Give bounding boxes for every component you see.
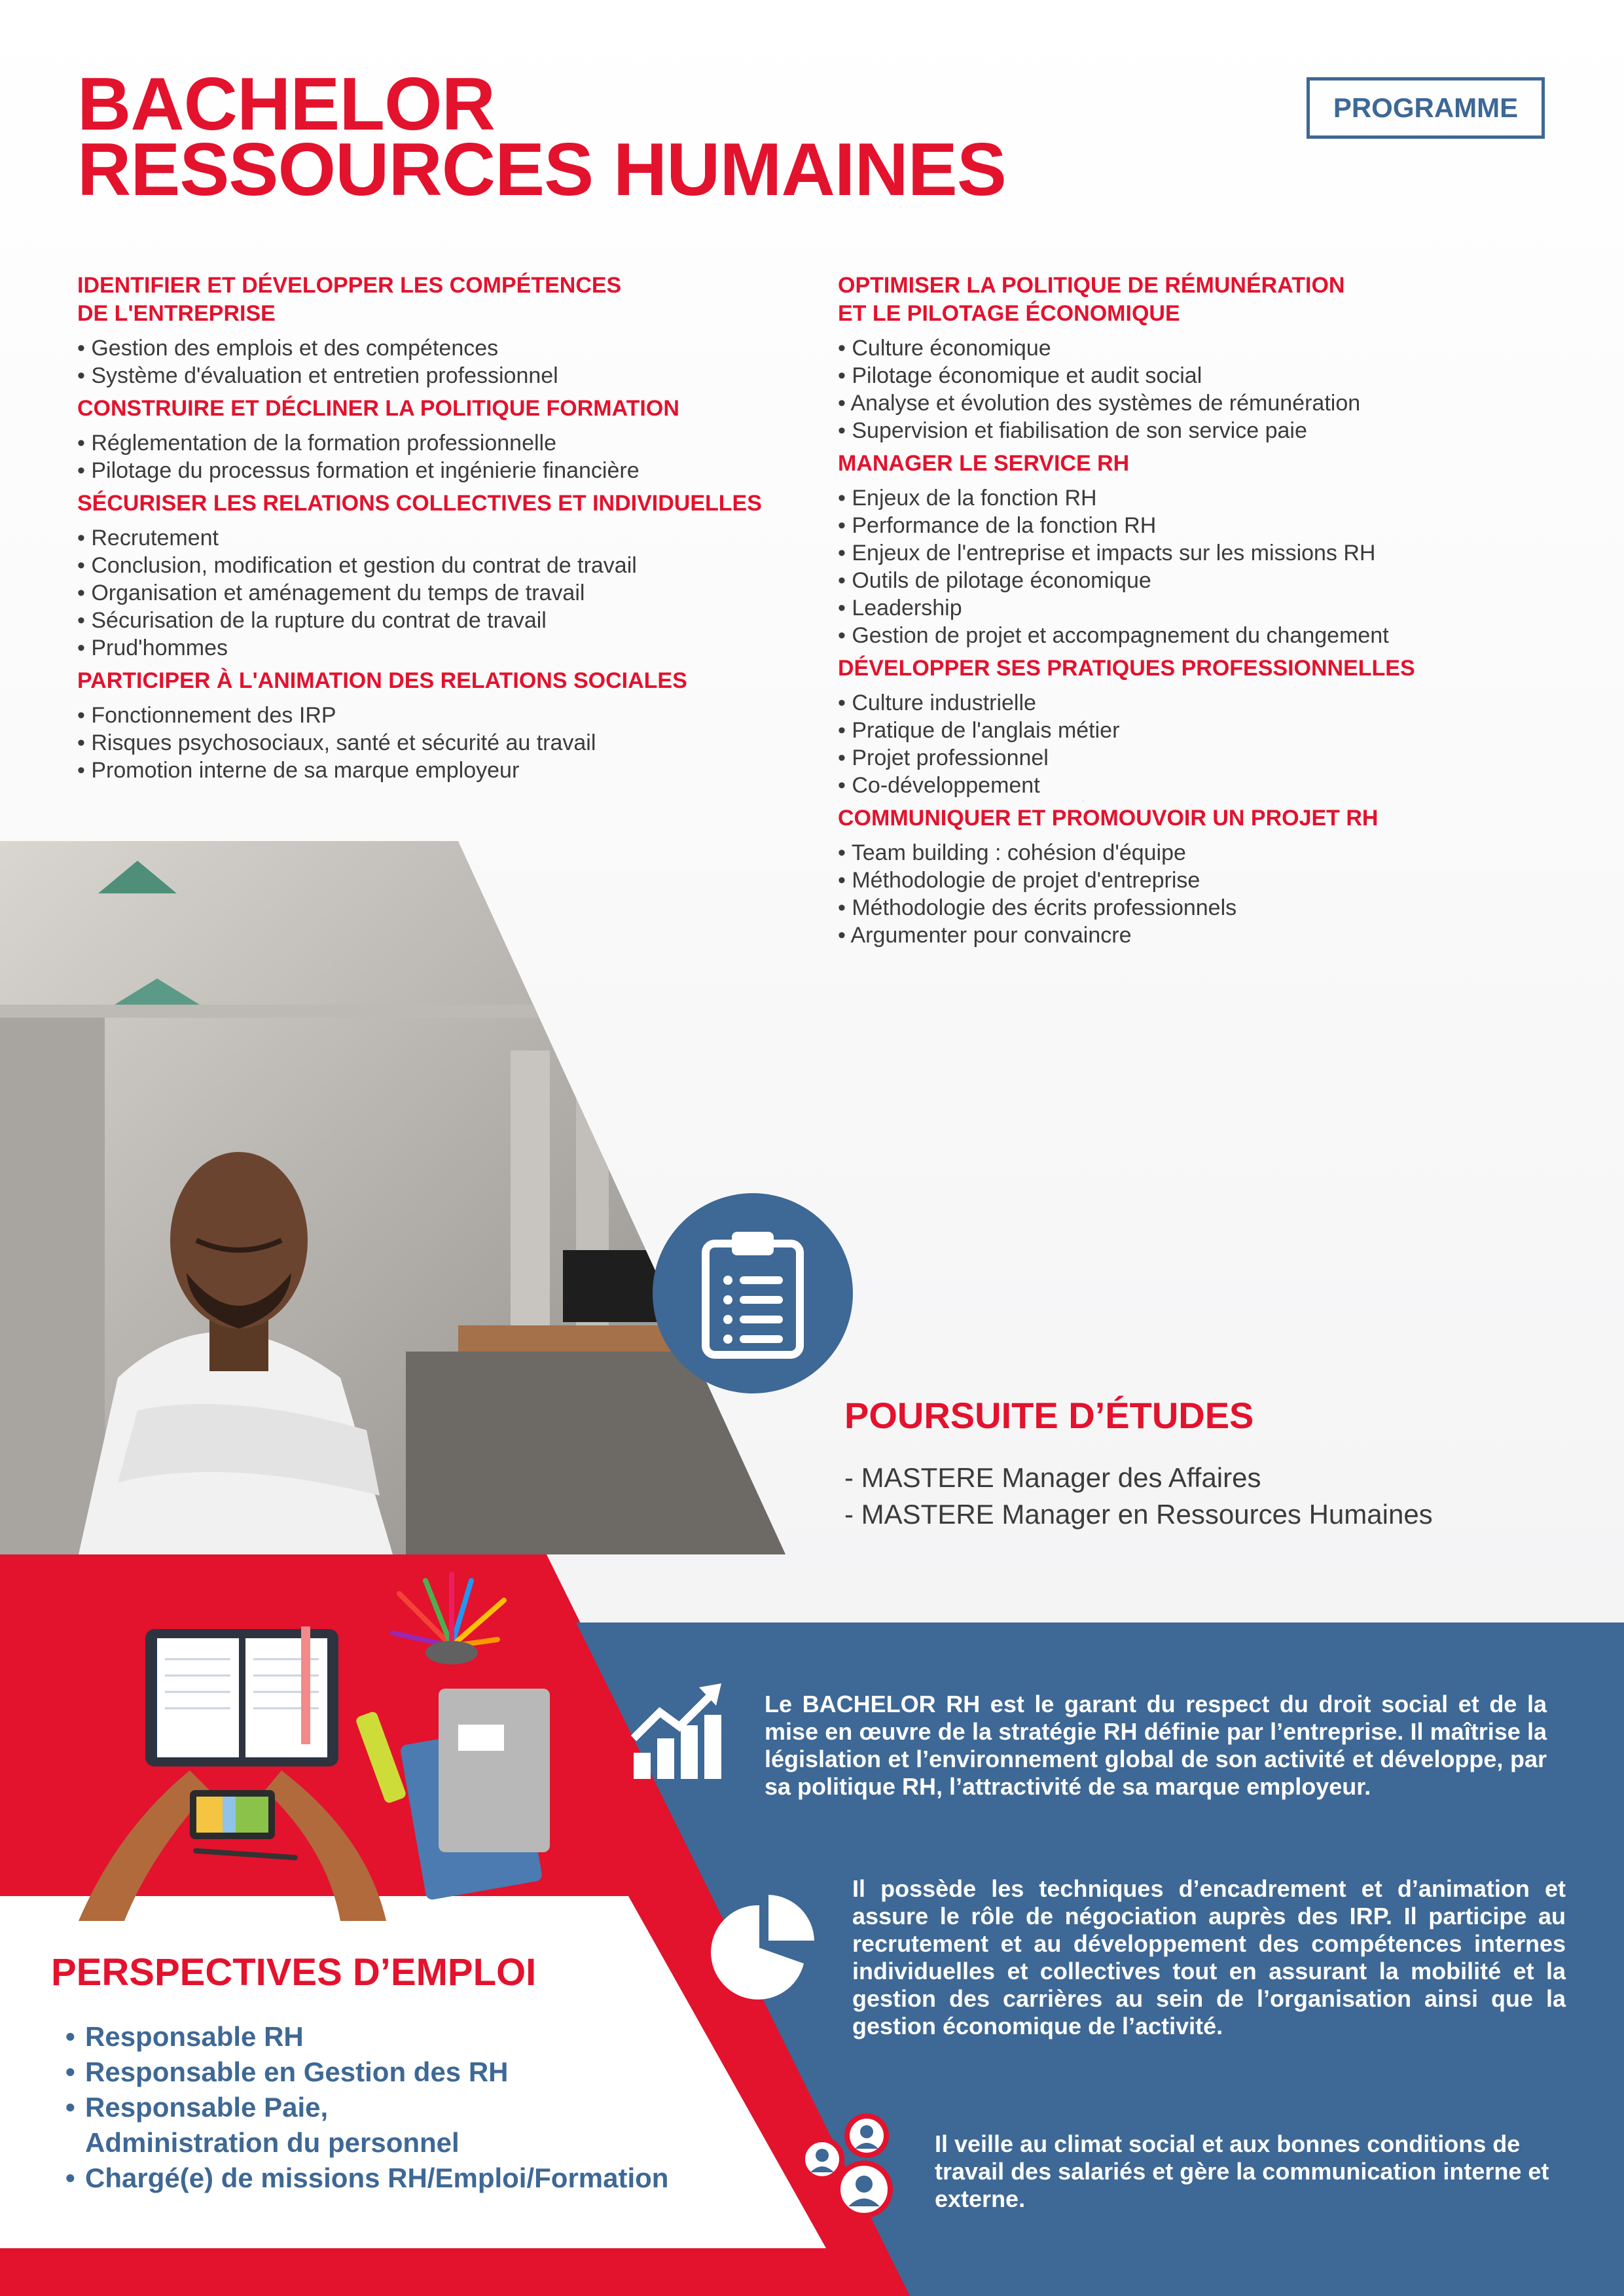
- section-title: PARTICIPER À L'ANIMATION DES RELATIONS SOCIALES: [77, 668, 687, 693]
- list-item: • Enjeux de la fonction RH: [838, 484, 1525, 512]
- list-item: • Analyse et évolution des systèmes de rémunération: [838, 389, 1525, 417]
- section-title: CONSTRUIRE ET DÉCLINER LA POLITIQUE FORMATION: [77, 396, 679, 421]
- list-item: • Responsable Paie,: [65, 2092, 329, 2123]
- list-item-text: Chargé(e) de missions RH/Emploi/Formation: [85, 2162, 669, 2193]
- list-item: • Team building : cohésion d'équipe: [838, 839, 1525, 867]
- section-title-text: OPTIMISER LA POLITIQUE DE RÉMUNÉRATION ET LE PILOTAGE ÉCONOMIQUE: [838, 273, 1345, 326]
- list-item: • Supervision et fiabilisation de son service paie: [838, 417, 1525, 444]
- list-item: • Gestion de projet et accompagnement du changement: [838, 622, 1525, 649]
- program-section: [838, 655, 1525, 799]
- list-item: • Pilotage du processus formation et ingénierie financière: [77, 457, 765, 484]
- list-item: • Système d'évaluation et entretien professionnel: [77, 362, 765, 389]
- program-column-right: [838, 272, 1525, 954]
- list-item: • Pilotage économique et audit social: [838, 362, 1525, 389]
- list-item: • Prud'hommes: [77, 634, 765, 662]
- description-paragraph-1: Le BACHELOR RH est le garant du respect du droit social et de la mise en œuvre de la stratégie RH définie par l’entreprise. Il maîtrise la législation et l’environnement global de son activité et développe, par sa politique RH, l’attractivité de sa marque employeur.: [765, 1691, 1547, 1800]
- page-title: [77, 63, 1006, 211]
- section-title-text: IDENTIFIER ET DÉVELOPPER LES COMPÉTENCES DE L'ENTREPRISE: [77, 273, 622, 326]
- list-item: • Co-développement: [838, 772, 1525, 799]
- list-item: • Méthodologie des écrits professionnels: [838, 894, 1525, 922]
- list-item: • Sécurisation de la rupture du contrat de travail: [77, 607, 765, 634]
- list-item: • Performance de la fonction RH: [838, 512, 1525, 539]
- list-item: • Enjeux de l'entreprise et impacts sur les missions RH: [838, 539, 1525, 567]
- list-item: • Recrutement: [77, 524, 765, 552]
- list-item: • Gestion des emplois et des compétences: [77, 334, 765, 362]
- programme-badge: PROGRAMME: [1307, 77, 1545, 139]
- section-title: SÉCURISER LES RELATIONS COLLECTIVES ET INDIVIDUELLES: [77, 491, 762, 516]
- program-section: [77, 667, 765, 784]
- list-item: [65, 2125, 668, 2161]
- poursuite-title: POURSUITE D’ÉTUDES: [844, 1395, 1254, 1436]
- list-item: • Organisation et aménagement du temps de travail: [77, 579, 765, 607]
- list-item-text: Administration du personnel: [85, 2127, 460, 2158]
- clipboard-icon: [700, 1228, 805, 1359]
- program-section: [77, 395, 765, 484]
- list-item: • Risques psychosociaux, santé et sécurité au travail: [77, 729, 765, 757]
- list-item: • Chargé(e) de missions RH/Emploi/Formation: [65, 2162, 669, 2193]
- program-section: [77, 490, 765, 662]
- section-title: DÉVELOPPER SES PRATIQUES PROFESSIONNELLES: [838, 656, 1415, 681]
- section-title: [77, 272, 765, 328]
- section-title: MANAGER LE SERVICE RH: [838, 451, 1130, 476]
- list-item: • Culture économique: [838, 334, 1525, 362]
- list-item: • Responsable RH: [65, 2021, 304, 2052]
- program-section: [838, 804, 1525, 949]
- program-section: [77, 272, 765, 389]
- list-item: • Méthodologie de projet d'entreprise: [838, 867, 1525, 894]
- list-item: • Projet professionnel: [838, 744, 1525, 772]
- title-line-2: RESSOURCES HUMAINES: [77, 128, 1006, 211]
- list-item: • Promotion interne de sa marque employeur: [77, 757, 765, 784]
- description-paragraph-3: Il veille au climat social et aux bonnes conditions de travail des salariés et gère la communication interne et externe.: [935, 2130, 1549, 2212]
- list-item: - MASTERE Manager des Affaires: [844, 1462, 1261, 1493]
- list-item: • Argumenter pour convaincre: [838, 922, 1525, 949]
- list-item: • Leadership: [838, 594, 1525, 622]
- perspectives-title: PERSPECTIVES D’EMPLOI: [51, 1951, 537, 1994]
- program-column-left: [77, 272, 765, 789]
- list-item: • Outils de pilotage économique: [838, 567, 1525, 594]
- program-section: [838, 450, 1525, 649]
- list-item: • Fonctionnement des IRP: [77, 702, 765, 729]
- list-item-text: Responsable Paie,: [85, 2092, 329, 2123]
- list-item: • Réglementation de la formation professionnelle: [77, 429, 765, 457]
- program-section: [838, 272, 1525, 444]
- list-item-text: Responsable RH: [85, 2021, 304, 2052]
- perspectives-list: [65, 2019, 668, 2196]
- list-item: • Responsable en Gestion des RH: [65, 2056, 509, 2087]
- list-item: • Conclusion, modification et gestion du contrat de travail: [77, 552, 765, 579]
- title-line-1: BACHELOR: [77, 63, 495, 146]
- list-item-text: Responsable en Gestion des RH: [85, 2056, 509, 2087]
- list-item: - MASTERE Manager en Ressources Humaines: [844, 1499, 1433, 1530]
- list-item: • Culture industrielle: [838, 689, 1525, 717]
- man-photo-illustration: [0, 841, 785, 1554]
- section-title: [838, 272, 1525, 328]
- description-paragraph-2: Il possède les techniques d’encadrement et d’animation et assure le rôle de négociation auprès des IRP. Il participe au recrutement et au développement des compétences internes individuelles et collectives tout en assurant la mobilité et la gestion des carrières au sein de l’organisation ainsi que la gestion économique de l’activité.: [852, 1875, 1566, 2039]
- section-title: COMMUNIQUER ET PROMOUVOIR UN PROJET RH: [838, 806, 1379, 831]
- list-item: • Pratique de l'anglais métier: [838, 717, 1525, 744]
- poursuite-list: [844, 1460, 1433, 1533]
- office-photo: [0, 841, 785, 1554]
- clipboard-icon-badge: [653, 1193, 853, 1393]
